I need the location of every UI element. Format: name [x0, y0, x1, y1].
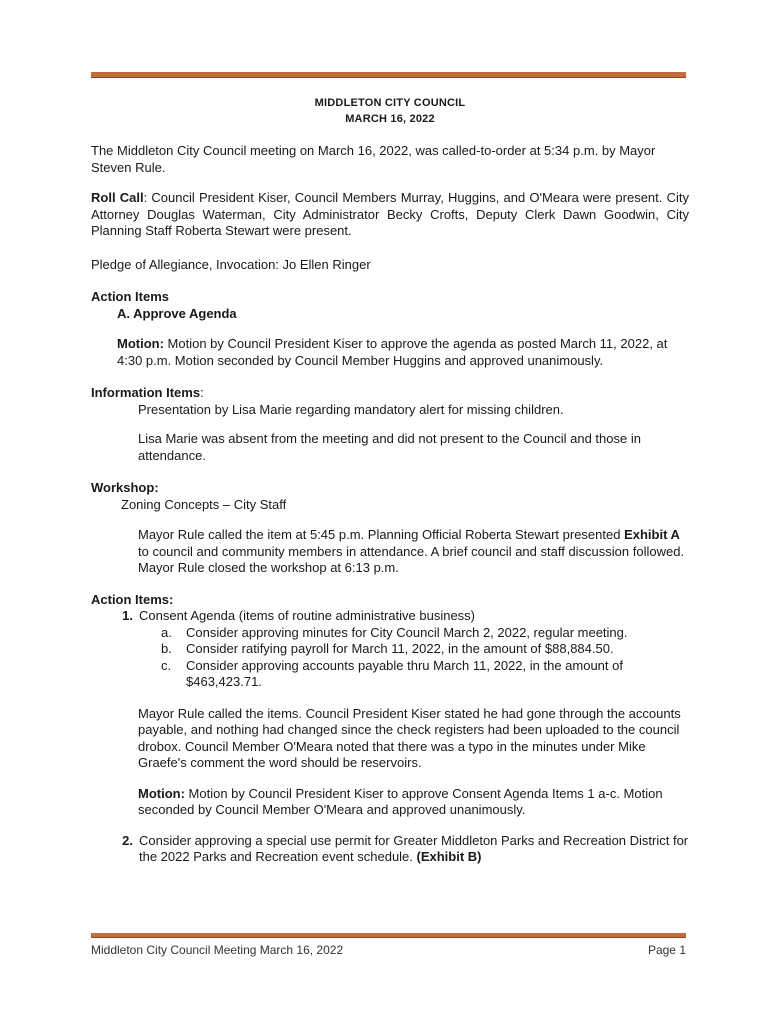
exhibit-b: (Exhibit B) [416, 849, 482, 864]
consent-sub-a: a. Consider approving minutes for City Council March 2, 2022, regular meeting. [161, 624, 628, 640]
consent-discussion: Mayor Rule called the items. Council President Kiser stated he had gone through the accounts payable, and nothing had changed since the check registers had been uploaded to the council drobox. Council Member O'Meara noted that there was a typo in the minutes under Mike Graefe's comment the word should be reservoirs. [138, 705, 681, 770]
action-items-heading: Action Items [91, 289, 170, 304]
org-title: MIDDLETON CITY COUNCIL [314, 97, 466, 109]
motion-text: Motion by Council President Kiser to approve the agenda as posted March 11, 2022, at 4:30 p.m. Motion seconded by Council Member Huggins and approved unanimously. [117, 336, 668, 368]
action-items-section-2 [91, 592, 689, 866]
exhibit-a: Exhibit A [624, 527, 680, 542]
workshop-text: Mayor Rule called the item at 5:45 p.m. Planning Official Roberta Stewart presented Exhibit A to council and community members in attendance. A brief council and staff discussion followed. Mayor Rule closed the workshop at 6:13 p.m. [138, 527, 685, 575]
page-number: Page 1 [647, 943, 686, 957]
roll-call-label: Roll Call [91, 190, 144, 205]
header-rule [91, 72, 686, 78]
footer-rule [91, 933, 686, 938]
document-header [91, 95, 689, 127]
information-items-section [91, 385, 689, 464]
agenda-motion [117, 336, 689, 369]
meeting-date: MARCH 16, 2022 [345, 113, 435, 125]
consent-motion [138, 786, 689, 819]
action-items-heading-2: Action Items: [91, 591, 174, 607]
motion-label: Motion: [117, 336, 164, 351]
consent-agenda-item [91, 608, 689, 625]
special-use-permit-item: 2. Consider approving a special use permit for Greater Middleton Parks and Recreation District for the 2022 Parks and Recreation event schedule. (Exhibit B) [91, 833, 689, 866]
information-items-heading: Information Items: [91, 385, 204, 400]
minutes-body [91, 95, 689, 866]
workshop-heading: Workshop: [91, 480, 159, 495]
intro-paragraph: The Middleton City Council meeting on March 16, 2022, was called-to-order at 5:34 p.m. by Mayor Steven Rule. [91, 143, 656, 175]
item-text: Consent Agenda (items of routine administrative business) [139, 608, 476, 623]
roll-call-paragraph [91, 190, 689, 240]
item-number-2: 2. [122, 832, 133, 848]
pledge-line: Pledge of Allegiance, Invocation: Jo Ellen Ringer [91, 256, 371, 272]
workshop-section [91, 480, 689, 577]
motion-label-2: Motion: [138, 785, 185, 801]
item-number: 1. [122, 608, 133, 623]
information-line-2: Lisa Marie was absent from the meeting and did not present to the Council and those in attendance. [138, 431, 641, 463]
workshop-topic: Zoning Concepts – City Staff [121, 496, 287, 512]
information-line-1: Presentation by Lisa Marie regarding mandatory alert for missing children. [138, 401, 564, 417]
consent-sub-b: b. Consider ratifying payroll for March 11, 2022, in the amount of $88,884.50. [161, 641, 614, 656]
footer-title: Middleton City Council Meeting March 16, 2022 [91, 943, 344, 957]
approve-agenda-item: A. Approve Agenda [117, 305, 237, 321]
action-items-section-1 [91, 289, 689, 369]
consent-sub-c: c. Consider approving accounts payable thru March 11, 2022, in the amount of $463,423.71. [161, 657, 623, 689]
roll-call-text: : Council President Kiser, Council Members Murray, Huggins, and O'Meara were present. City Attorney Douglas Waterman, City Administrator Becky Crofts, Deputy Clerk Dawn Goodwin, City Planning Staff Roberta Stewart were present. [91, 190, 689, 238]
page-footer [91, 943, 686, 957]
motion-text-2: Motion by Council President Kiser to approve Consent Agenda Items 1 a-c. Motion seconded by Council Member O'Meara and approved unanimously. [138, 785, 663, 817]
